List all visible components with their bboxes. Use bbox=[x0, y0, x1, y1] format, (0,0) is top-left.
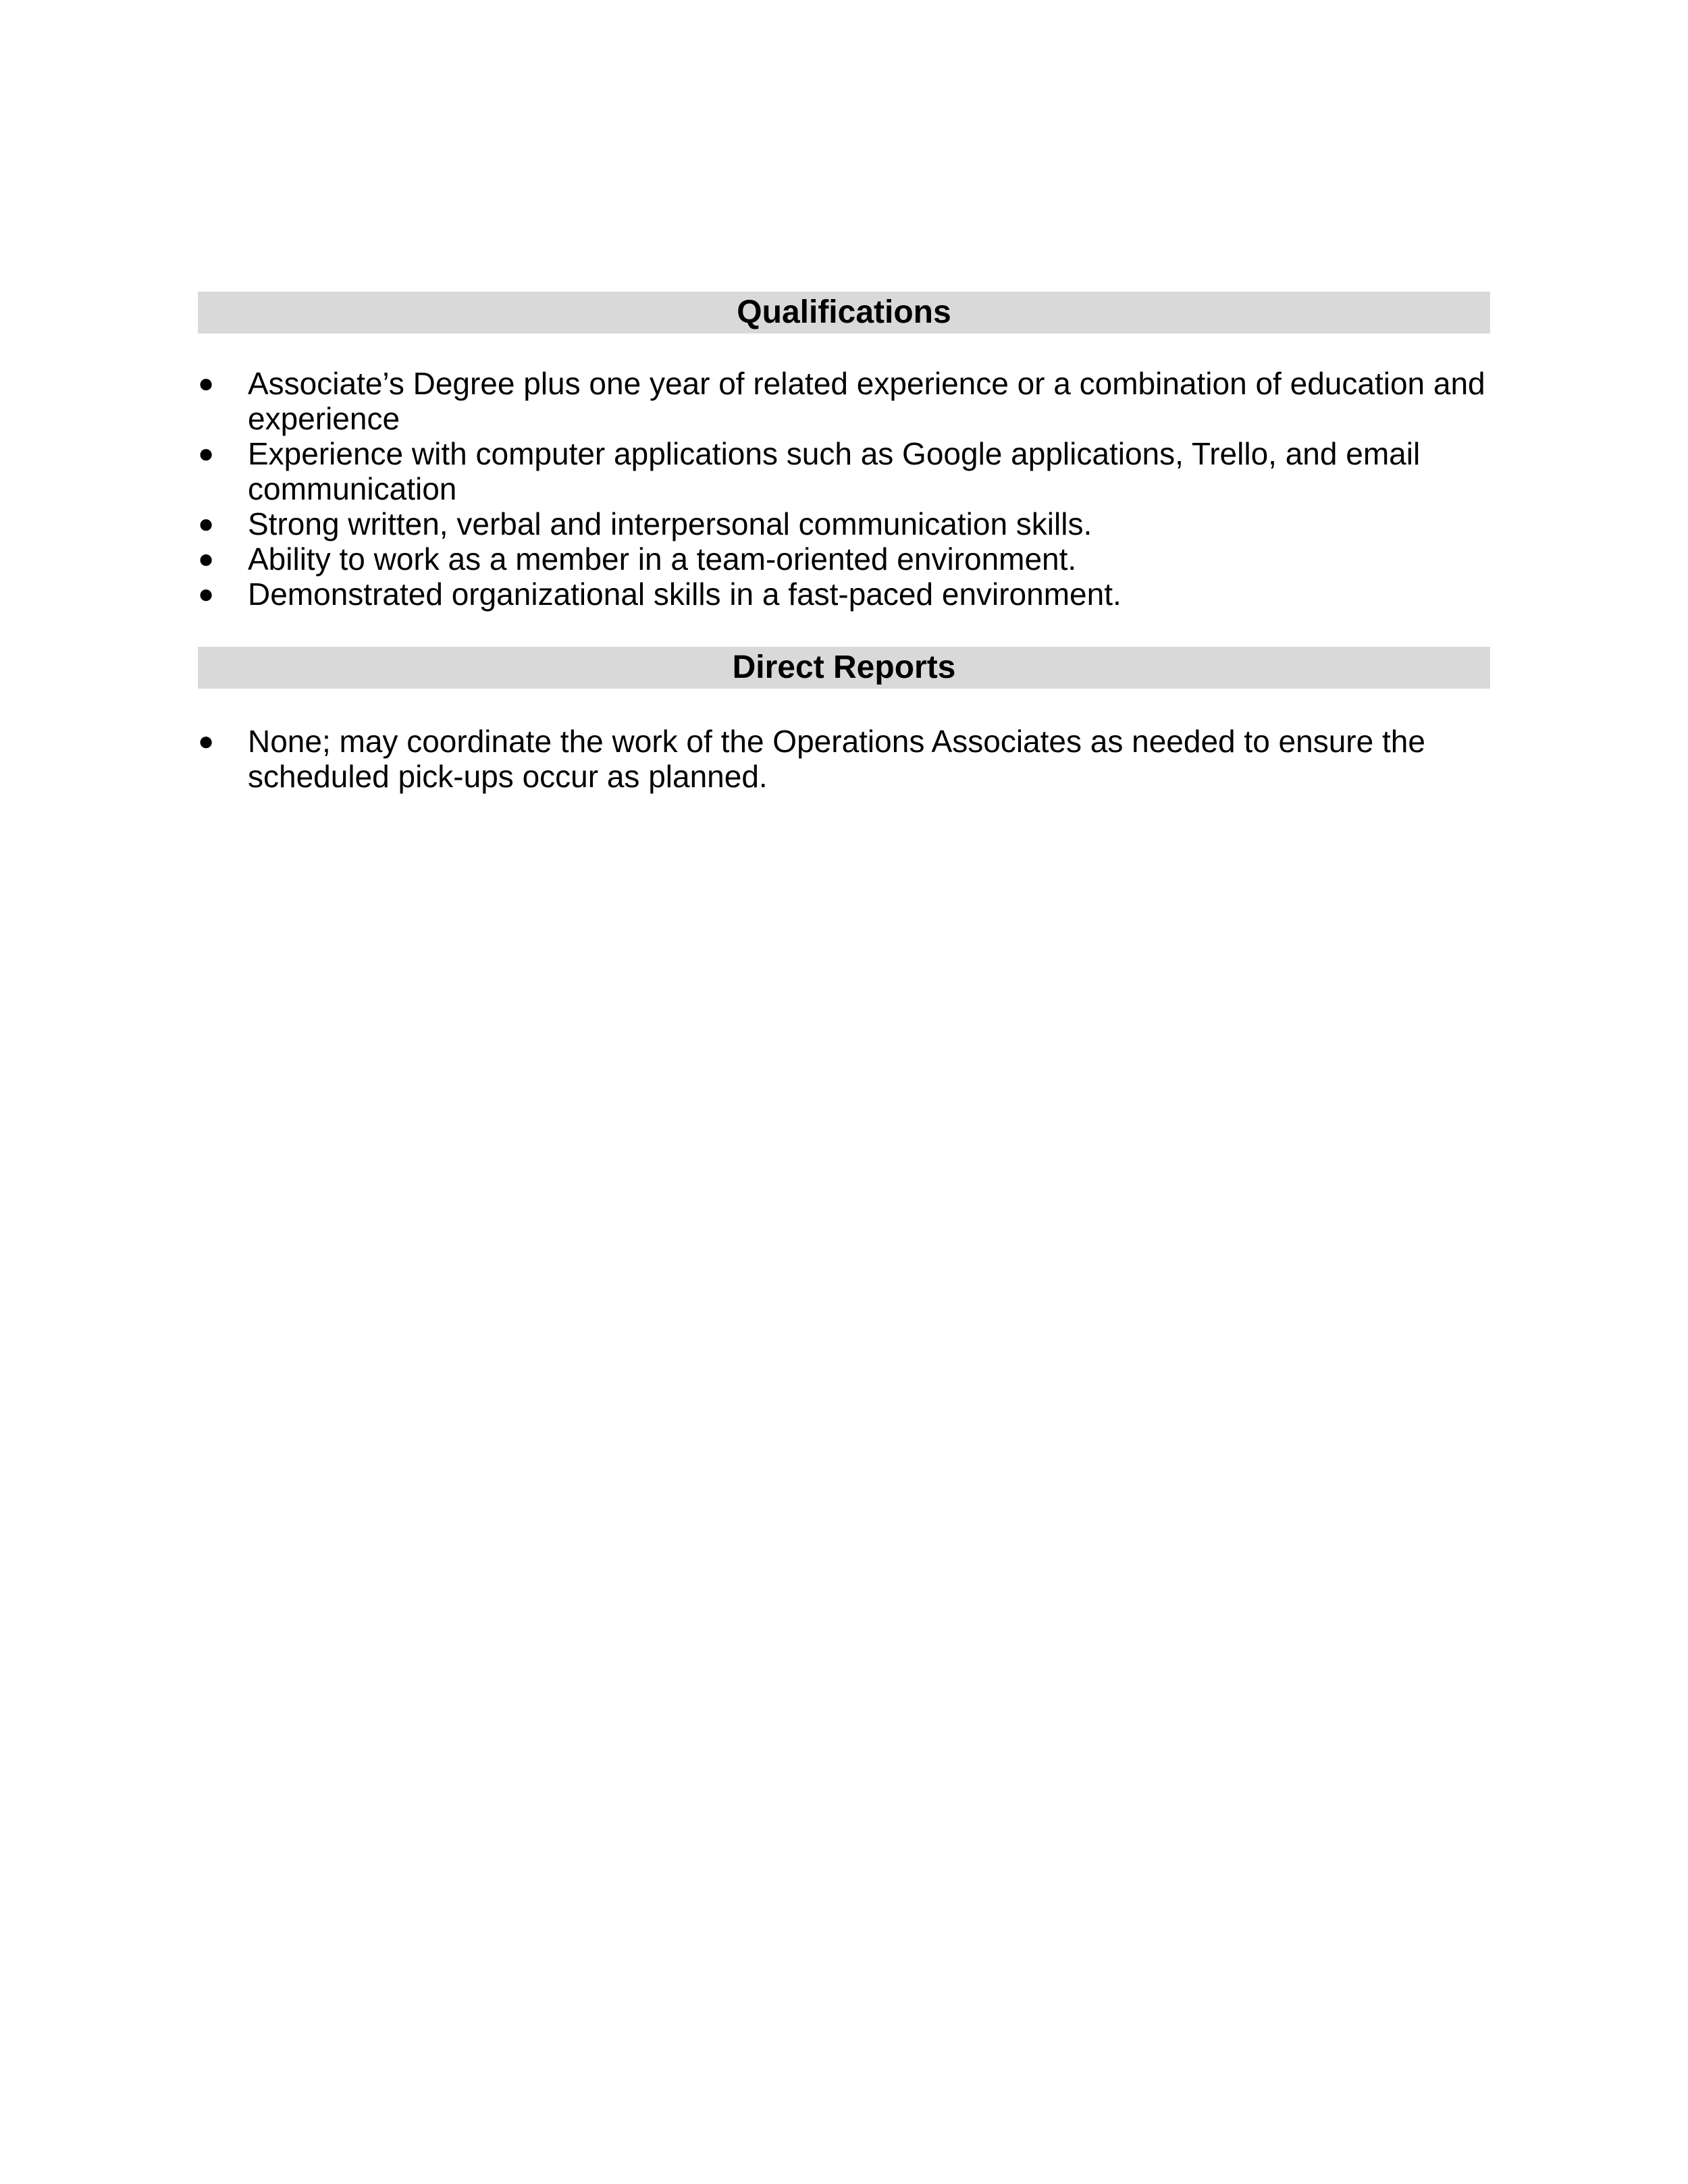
bullet-icon: ● bbox=[198, 369, 215, 398]
list-item-text: None; may coordinate the work of the Operations Associates as needed to ensure the scheduled pick-ups occur as planned. bbox=[248, 724, 1425, 794]
qualifications-heading: Qualifications bbox=[198, 292, 1490, 334]
list-item bbox=[198, 724, 1490, 794]
bullet-icon: ● bbox=[198, 439, 215, 469]
list-item bbox=[198, 436, 1490, 506]
list-item-text: Associate’s Degree plus one year of related experience or a combination of education and experience bbox=[248, 366, 1485, 436]
list-item bbox=[198, 366, 1490, 436]
list-item-text: Experience with computer applications such as Google applications, Trello, and email communication bbox=[248, 436, 1421, 506]
bullet-icon: ● bbox=[198, 544, 215, 574]
list-item bbox=[198, 577, 1490, 612]
direct-reports-list bbox=[198, 724, 1490, 794]
list-item bbox=[198, 541, 1490, 577]
list-item bbox=[198, 506, 1490, 541]
list-item-text: Ability to work as a member in a team-oriented environment. bbox=[248, 541, 1077, 577]
direct-reports-heading: Direct Reports bbox=[198, 647, 1490, 689]
qualifications-list bbox=[198, 366, 1490, 612]
list-item-text: Strong written, verbal and interpersonal communication skills. bbox=[248, 506, 1092, 541]
bullet-icon: ● bbox=[198, 579, 215, 609]
bullet-icon: ● bbox=[198, 726, 215, 756]
bullet-icon: ● bbox=[198, 509, 215, 539]
list-item-text: Demonstrated organizational skills in a fast-paced environment. bbox=[248, 577, 1122, 612]
document-content bbox=[198, 292, 1490, 794]
